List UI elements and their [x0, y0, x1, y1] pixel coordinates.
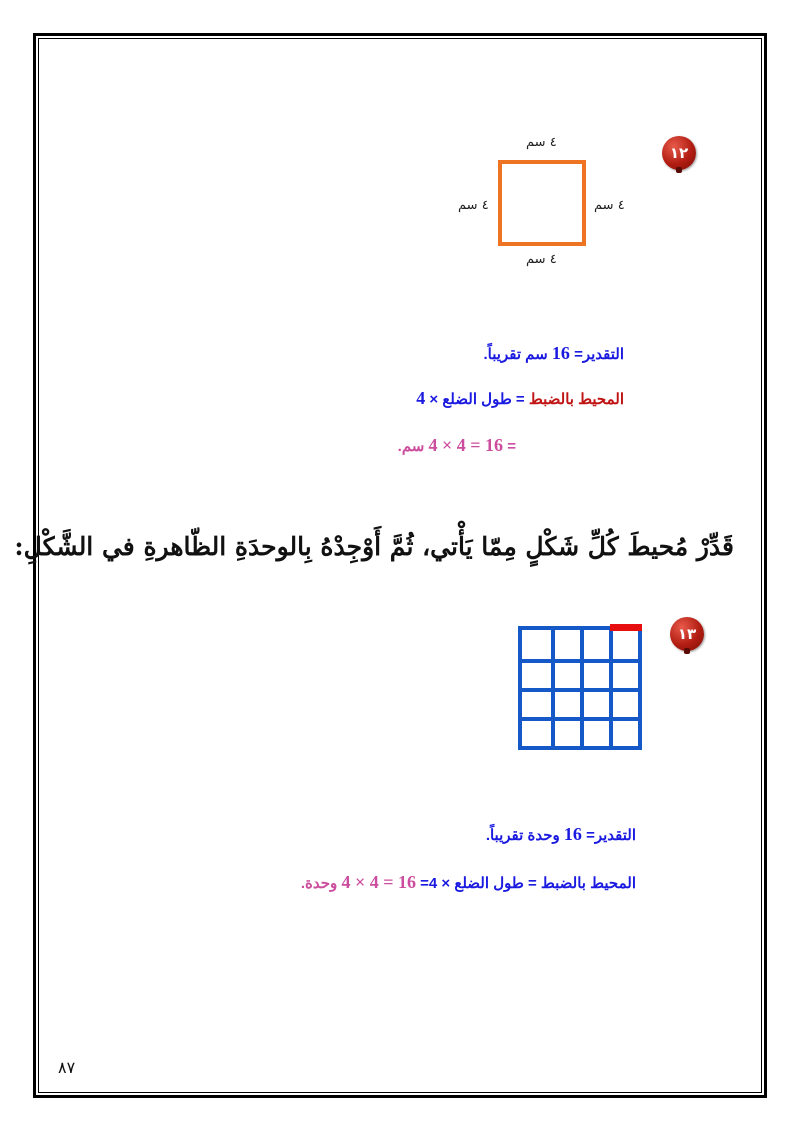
calc-suffix: وحدة. — [300, 875, 338, 892]
grid-cell — [551, 717, 580, 746]
grid-cell — [551, 688, 580, 717]
problem-13-badge — [670, 617, 704, 651]
estimate-value: 16 — [551, 343, 570, 363]
problem-12-estimate — [484, 343, 624, 364]
calc-suffix: سم. — [397, 438, 425, 455]
exact-factor: 4 — [416, 388, 426, 408]
grid-cell — [522, 717, 551, 746]
grid-cell — [551, 659, 580, 688]
grid-cell — [609, 717, 638, 746]
calc-prefix: = — [507, 438, 516, 455]
grid-cell — [580, 659, 609, 688]
grid-cell — [522, 630, 551, 659]
problem-13-estimate — [486, 824, 636, 845]
estimate-value: 16 — [563, 824, 582, 844]
grid-cell — [580, 630, 609, 659]
estimate-label: التقدير= — [574, 346, 624, 363]
grid-cell — [522, 688, 551, 717]
grid-cell — [522, 659, 551, 688]
grid-cell — [551, 630, 580, 659]
square-left-label: ٤ سم — [458, 198, 489, 213]
unit-length-marker — [610, 624, 642, 631]
problem-12-number: ١٢ — [669, 144, 689, 162]
problem-13-number: ١٣ — [677, 625, 697, 643]
grid-cell — [580, 688, 609, 717]
calc-expression: 4 × 4 = 16 — [428, 435, 504, 455]
exact-formula: = طول الضلع × — [429, 391, 525, 408]
grid-cell — [580, 717, 609, 746]
grid-cell — [609, 630, 638, 659]
grid-cell — [609, 688, 638, 717]
estimate-suffix: سم تقريباً. — [483, 346, 548, 363]
problem-12-badge — [662, 136, 696, 170]
square-bottom-label: ٤ سم — [526, 252, 557, 267]
problem-12-calculation — [398, 435, 516, 456]
instruction-heading: قَدِّرْ مُحيطَ كُلِّ شَكْلٍ مِمّا يَأْتي، ثُمَّ أَوْجِدْهُ بِالوحدَةِ الظّاهرةِ في الشَّكْلِ: — [14, 532, 734, 561]
exact-text: المحيط بالضبط = طول الضلع × 4= — [420, 875, 636, 892]
orange-square-shape — [498, 160, 586, 246]
page-number: ٨٧ — [58, 1058, 76, 1077]
exact-label: المحيط بالضبط — [528, 391, 624, 408]
grid-cell — [609, 659, 638, 688]
problem-12-exact — [416, 388, 624, 409]
estimate-suffix: وحدة تقريباً. — [485, 827, 560, 844]
page-border-inner — [38, 38, 762, 1093]
calc-expression: 4 × 4 = 16 — [341, 872, 416, 892]
estimate-label: التقدير= — [586, 827, 636, 844]
square-right-label: ٤ سم — [594, 198, 625, 213]
problem-13-exact — [301, 872, 636, 893]
blue-grid-shape — [518, 626, 642, 750]
square-top-label: ٤ سم — [526, 135, 557, 150]
